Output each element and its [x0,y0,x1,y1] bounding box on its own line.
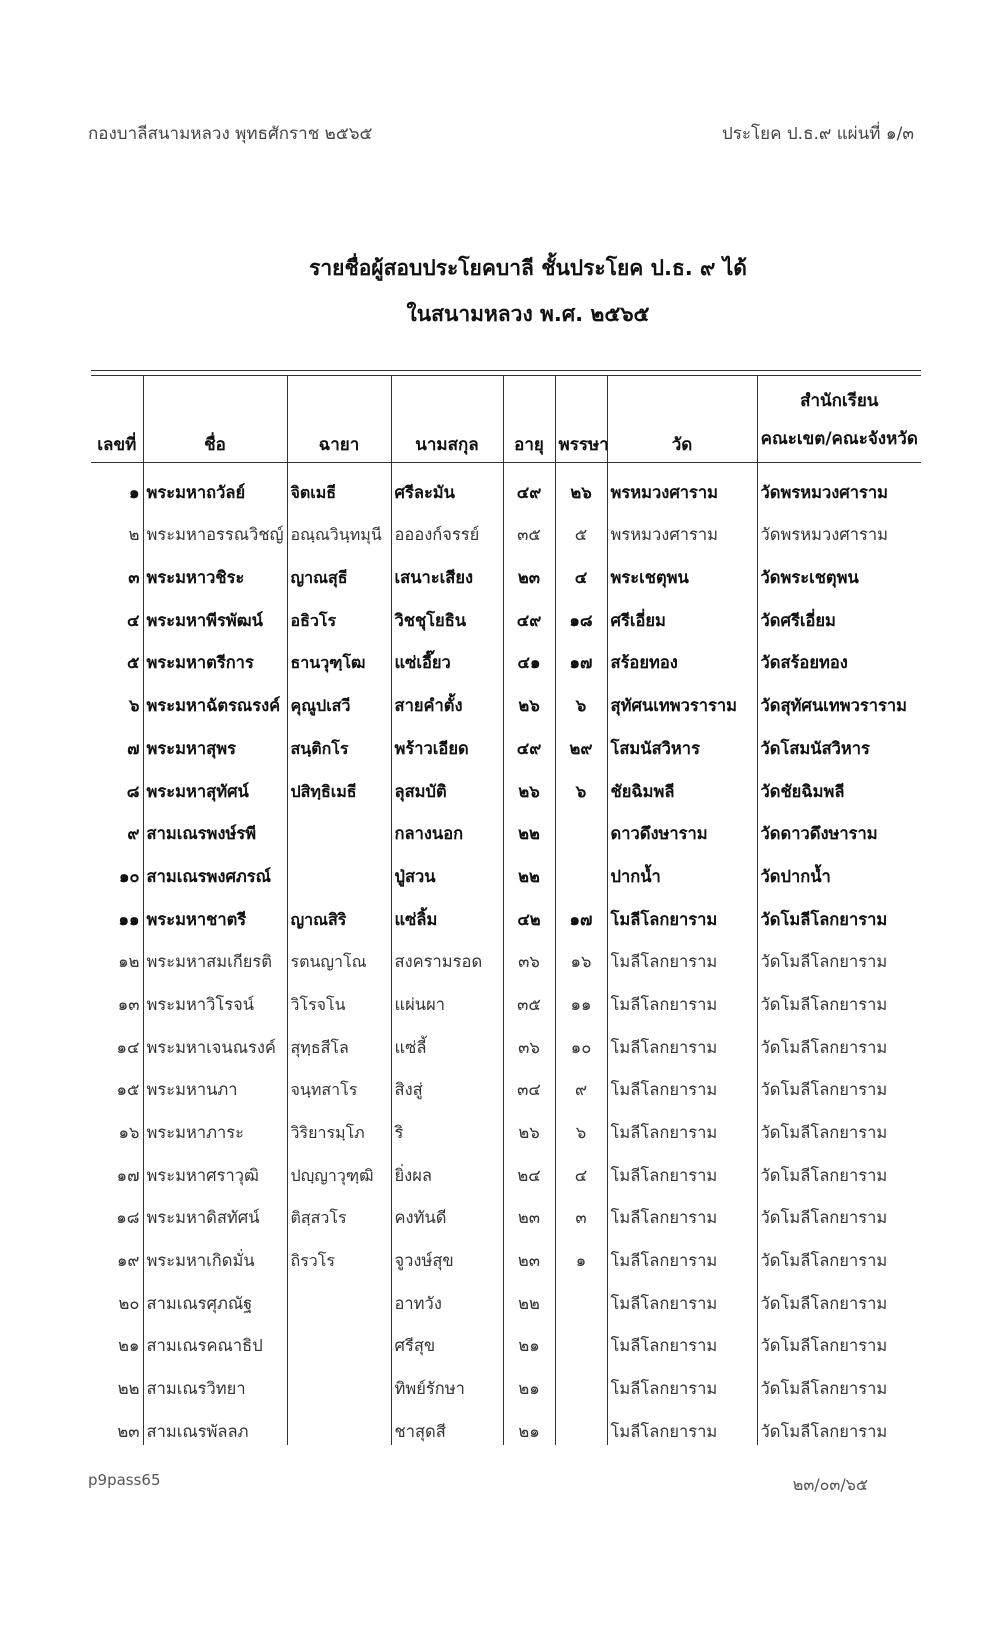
cell-vassa: ๔ [555,1146,607,1189]
cell-temple: โสมนัสวิหาร [607,719,757,762]
cell-office: วัดปากน้ำ [757,847,921,890]
cell-num: ๑๕ [116,1080,140,1100]
cell-num: ๑๖ [118,1123,140,1142]
cell-vassa: ๑๐ [555,1018,607,1061]
cell-vassa: ๑๘ [555,591,607,634]
results-table [91,376,921,1445]
cell-age: ๔๙ [503,591,555,634]
cell-office: วัดโมลีโลกยาราม [757,1274,921,1317]
cell-age: ๒๖ [503,1103,555,1146]
table-row [91,1018,921,1061]
cell-temple: ศรีเอี่ยม [607,591,757,634]
cell-temple: สุทัศนเทพวราราม [607,676,757,719]
cell-office: วัดโมลีโลกยาราม [757,933,921,976]
cell-age: ๓๔ [503,1061,555,1104]
col-header-surname: นามสกุล [391,376,503,463]
cell-chaya: ปญฺญาวุฑฺฒิ [287,1146,391,1189]
cell-age: ๔๙ [503,463,555,506]
cell-num: ๒๓ [117,1421,140,1441]
cell-chaya: จนฺทสาโร [287,1061,391,1104]
table-row [91,890,921,933]
cell-temple: โมลีโลกยาราม [607,975,757,1018]
cell-vassa [555,1359,607,1402]
cell-chaya: อธิวโร [287,591,391,634]
cell-temple: โมลีโลกยาราม [607,1274,757,1317]
cell-temple: ดาวดึงษาราม [607,805,757,848]
cell-chaya [287,1317,391,1360]
cell-office: วัดโมลีโลกยาราม [757,890,921,933]
cell-age: ๓๖ [503,1018,555,1061]
cell-chaya [287,805,391,848]
cell-temple: โมลีโลกยาราม [607,890,757,933]
cell-num: ๙ [127,824,140,844]
cell-chaya: รตนญาโณ [287,933,391,976]
cell-temple: โมลีโลกยาราม [607,1189,757,1232]
cell-vassa: ๕ [555,506,607,549]
cell-age: ๒๓ [503,1231,555,1274]
cell-office: วัดศรีเอี่ยม [757,591,921,634]
cell-office: วัดโมลีโลกยาราม [757,1317,921,1360]
cell-num: ๑๔ [116,1037,140,1057]
top-rule [91,370,921,371]
cell-name: สามเณรศุภณัฐ [143,1274,287,1317]
cell-office: วัดโมลีโลกยาราม [757,1061,921,1104]
cell-vassa: ๑๗ [555,890,607,933]
table-row [91,805,921,848]
cell-vassa: ๙ [555,1061,607,1104]
cell-num: ๑ [129,482,140,502]
document-subtitle: ในสนามหลวง พ.ศ. ๒๕๖๕ [406,302,650,326]
cell-chaya: อณฺณวินฺทมุนี [287,506,391,549]
table-row [91,762,921,805]
cell-num: ๑๐ [118,866,140,886]
col-header-office [757,376,921,463]
cell-surname: วิชชุโยธิน [391,591,503,634]
cell-surname: ทิพย์รักษา [391,1359,503,1402]
cell-temple: โมลีโลกยาราม [607,933,757,976]
cell-surname: อาทวัง [391,1274,503,1317]
cell-office: วัดพรหมวงศาราม [757,506,921,549]
cell-age: ๒๑ [503,1402,555,1445]
cell-chaya: คุณูปเสวี [287,676,391,719]
cell-surname: สิงสู่ [391,1061,503,1104]
col-header-vassa: พรรษา [555,376,607,463]
cell-num: ๑๘ [116,1208,140,1228]
cell-num: ๕ [127,653,140,673]
table-row [91,933,921,976]
cell-office: วัดชัยฉิมพลี [757,762,921,805]
cell-name: พระมหานภา [143,1061,287,1104]
table-row [91,1231,921,1274]
cell-office: วัดโสมนัสวิหาร [757,719,921,762]
cell-vassa: ๒๖ [555,463,607,506]
cell-num: ๑๗ [116,1165,140,1185]
cell-office: วัดโมลีโลกยาราม [757,1402,921,1445]
cell-temple: โมลีโลกยาราม [607,1231,757,1274]
cell-surname: แผ่นผา [391,975,503,1018]
header-left-text: กองบาลีสนามหลวง พุทธศักราช ๒๕๖๕ [88,124,373,144]
cell-chaya [287,1274,391,1317]
cell-chaya: จิตเมธี [287,463,391,506]
cell-temple: โมลีโลกยาราม [607,1317,757,1360]
cell-age: ๓๕ [503,975,555,1018]
cell-name: พระมหาเจนณรงค์ [143,1018,287,1061]
cell-name: พระมหาวชิระ [143,548,287,591]
cell-name: พระมหาพีรพัฒน์ [143,591,287,634]
col-header-temple: วัด [607,376,757,463]
cell-chaya [287,847,391,890]
cell-temple: พรหมวงศาราม [607,506,757,549]
col-header-office-line1: สำนักเรียน [800,391,879,411]
cell-num: ๖ [129,696,140,716]
table-row [91,1359,921,1402]
cell-surname: ออองก์จรรย์ [391,506,503,549]
cell-vassa: ๖ [555,762,607,805]
cell-office: วัดโมลีโลกยาราม [757,1231,921,1274]
cell-office: วัดสร้อยทอง [757,634,921,677]
cell-surname: ชาสุดสี [391,1402,503,1445]
cell-surname: แซ่ลี้ [391,1018,503,1061]
cell-name: พระมหาศราวุฒิ [143,1146,287,1189]
cell-temple: พรหมวงศาราม [607,463,757,506]
cell-chaya: ธานวุฑฺโฒ [287,634,391,677]
cell-vassa: ๔ [555,548,607,591]
cell-surname: คงทันดี [391,1189,503,1232]
col-header-office-line2: คณะเขต/คณะจังหวัด [760,429,918,449]
cell-num: ๑๒ [118,952,140,972]
cell-temple: โมลีโลกยาราม [607,1061,757,1104]
cell-num: ๒๐ [118,1293,140,1313]
cell-office: วัดโมลีโลกยาราม [757,1189,921,1232]
table-row [91,634,921,677]
cell-office: วัดพรหมวงศาราม [757,463,921,506]
cell-office: วัดโมลีโลกยาราม [757,1103,921,1146]
cell-temple: สร้อยทอง [607,634,757,677]
cell-age: ๒๖ [503,762,555,805]
table-row [91,1061,921,1104]
cell-vassa [555,805,607,848]
cell-surname: พร้าวเอียด [391,719,503,762]
cell-chaya: สนฺติกโร [287,719,391,762]
cell-vassa [555,1317,607,1360]
cell-num: ๓ [128,568,140,588]
cell-age: ๒๓ [503,1189,555,1232]
cell-chaya [287,1402,391,1445]
cell-age: ๔๒ [503,890,555,933]
table-body [91,463,921,1445]
cell-temple: โมลีโลกยาราม [607,1103,757,1146]
cell-temple: พระเชตุพน [607,548,757,591]
table-row [91,1103,921,1146]
col-header-num: เลขที่ [91,376,143,463]
cell-age: ๒๒ [503,805,555,848]
col-header-name: ชื่อ [143,376,287,463]
cell-temple: ปากน้ำ [607,847,757,890]
footer-date: ๒๓/๐๓/๖๕ [792,1475,868,1494]
table-row [91,506,921,549]
cell-num: ๑๙ [116,1251,140,1271]
cell-chaya: สุทฺธสีโล [287,1018,391,1061]
cell-num: ๑๑ [118,909,140,929]
cell-age: ๒๒ [503,847,555,890]
cell-office: วัดโมลีโลกยาราม [757,1359,921,1402]
cell-surname: แซ่ลิ้ม [391,890,503,933]
cell-office: วัดสุทัศนเทพวราราม [757,676,921,719]
cell-name: สามเณรพงศภรณ์ [143,847,287,890]
table-row [91,719,921,762]
cell-office: วัดโมลีโลกยาราม [757,1146,921,1189]
header-right-text: ประโยค ป.ธ.๙ แผ่นที่ ๑/๓ [721,124,914,144]
cell-age: ๒๔ [503,1146,555,1189]
cell-num: ๔ [127,610,140,630]
cell-name: พระมหาดิสทัศน์ [143,1189,287,1232]
cell-surname: ริ [391,1103,503,1146]
table-row [91,1189,921,1232]
cell-office: วัดพระเชตุพน [757,548,921,591]
cell-age: ๒๓ [503,548,555,591]
cell-vassa: ๑๖ [555,933,607,976]
cell-name: สามเณรพงษ์รพี [143,805,287,848]
cell-age: ๒๒ [503,1274,555,1317]
table-row [91,548,921,591]
cell-name: พระมหาถวัลย์ [143,463,287,506]
cell-name: พระมหาเกิดมั่น [143,1231,287,1274]
cell-num: ๑๓ [117,994,140,1014]
cell-vassa: ๒๙ [555,719,607,762]
cell-surname: ศรีสุข [391,1317,503,1360]
cell-age: ๒๖ [503,676,555,719]
cell-chaya [287,1359,391,1402]
cell-num: ๘ [126,781,140,801]
footer-code: p9pass65 [88,1471,161,1489]
cell-vassa: ๖ [555,1103,607,1146]
table-row [91,847,921,890]
cell-chaya: วิโรจโน [287,975,391,1018]
table-row [91,463,921,506]
cell-num: ๒๑ [118,1336,140,1356]
cell-name: พระมหาสุทัศน์ [143,762,287,805]
cell-temple: โมลีโลกยาราม [607,1146,757,1189]
cell-vassa [555,847,607,890]
document-title: รายชื่อผู้สอบประโยคบาลี ชั้นประโยค ป.ธ. ๙ ได้ [309,256,747,280]
cell-office: วัดดาวดึงษาราม [757,805,921,848]
cell-vassa: ๑ [555,1231,607,1274]
cell-chaya: ญาณสุธี [287,548,391,591]
table-header-row [91,376,921,463]
cell-num: ๗ [127,738,140,758]
table-row [91,676,921,719]
cell-name: สามเณรวิทยา [143,1359,287,1402]
cell-chaya: ถิรวโร [287,1231,391,1274]
table-row [91,975,921,1018]
table-row [91,1402,921,1445]
cell-vassa [555,1402,607,1445]
cell-num: ๒ [128,525,140,545]
cell-name: พระมหาสุพร [143,719,287,762]
cell-surname: แซ่เอี๊ยว [391,634,503,677]
cell-num: ๒๒ [117,1379,140,1399]
cell-age: ๒๑ [503,1359,555,1402]
cell-office: วัดโมลีโลกยาราม [757,975,921,1018]
cell-surname: สงครามรอด [391,933,503,976]
table-row [91,1274,921,1317]
cell-age: ๓๕ [503,506,555,549]
cell-name: พระมหาฉัตรณรงค์ [143,676,287,719]
cell-surname: กลางนอก [391,805,503,848]
cell-surname: ลุสมบัติ [391,762,503,805]
cell-surname: ปู่สวน [391,847,503,890]
cell-name: สามเณรคณาธิป [143,1317,287,1360]
cell-vassa [555,1274,607,1317]
col-header-age: อายุ [503,376,555,463]
cell-surname: จูวงษ์สุข [391,1231,503,1274]
cell-surname: ศรีละมัน [391,463,503,506]
cell-vassa: ๖ [555,676,607,719]
cell-name: พระมหาอรรณวิชญ์ [143,506,287,549]
cell-temple: โมลีโลกยาราม [607,1402,757,1445]
cell-office: วัดโมลีโลกยาราม [757,1018,921,1061]
cell-chaya: วิริยารมฺโภ [287,1103,391,1146]
cell-vassa: ๓ [555,1189,607,1232]
table-row [91,1317,921,1360]
cell-vassa: ๑๑ [555,975,607,1018]
table-row [91,591,921,634]
cell-age: ๔๙ [503,719,555,762]
cell-name: พระมหาตรีการ [143,634,287,677]
cell-surname: เสนาะเสียง [391,548,503,591]
cell-surname: ยิ่งผล [391,1146,503,1189]
cell-chaya: ปสิทฺธิเมธี [287,762,391,805]
cell-temple: โมลีโลกยาราม [607,1018,757,1061]
cell-name: พระมหาวิโรจน์ [143,975,287,1018]
cell-name: พระมหาชาตรี [143,890,287,933]
cell-age: ๔๑ [503,634,555,677]
cell-name: พระมหาสมเกียรติ [143,933,287,976]
cell-vassa: ๑๗ [555,634,607,677]
cell-temple: โมลีโลกยาราม [607,1359,757,1402]
cell-chaya: ติสฺสวโร [287,1189,391,1232]
col-header-chaya: ฉายา [287,376,391,463]
cell-chaya: ญาณสิริ [287,890,391,933]
cell-surname: สายคำตั้ง [391,676,503,719]
cell-age: ๒๑ [503,1317,555,1360]
cell-temple: ชัยฉิมพลี [607,762,757,805]
cell-name: พระมหาภาระ [143,1103,287,1146]
cell-age: ๓๖ [503,933,555,976]
cell-name: สามเณรพัลลภ [143,1402,287,1445]
table-row [91,1146,921,1189]
